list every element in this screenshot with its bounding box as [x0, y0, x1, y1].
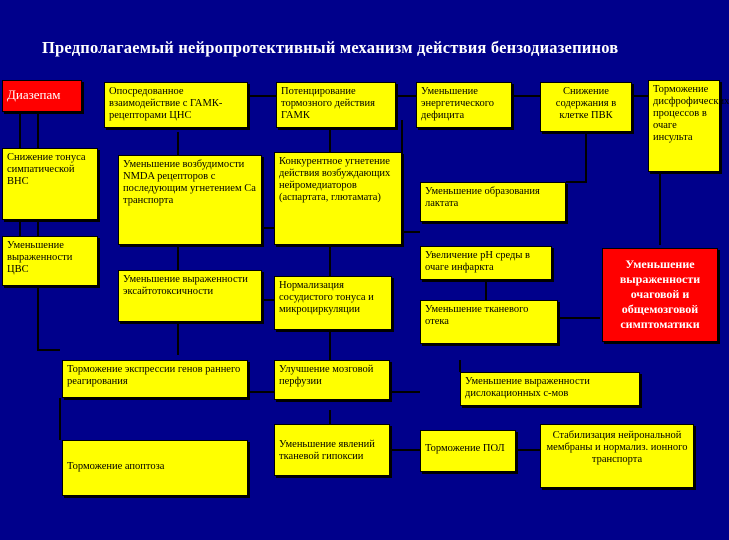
box-ph-increase: Увеличение рН среды в очаге инфаркта — [420, 246, 552, 280]
box-vascular-normalization: Нормализация сосудистого тонуса и микроциркуляции — [274, 276, 392, 330]
box-diazepam: Диазепам — [2, 80, 82, 112]
box-hypoxia: Уменьшение явлений тканевой гипоксии — [274, 424, 390, 476]
box-pol-inhibition: Торможение ПОЛ — [420, 430, 516, 472]
connector-right-red — [602, 170, 660, 260]
box-excitotoxicity: Уменьшение выраженности эксайтотоксичности — [118, 270, 262, 322]
box-apoptosis: Торможение апоптоза — [62, 440, 248, 496]
box-dysfunction-inhibition: Торможение дисфрофических процессов в очаге инсульта — [648, 80, 720, 172]
box-competitive-inhibition: Конкурентное угнетение действия возбуждающих нейромедиаторов (аспартата, глютамата) — [274, 152, 402, 245]
box-perfusion: Улучшение мозговой перфузии — [274, 360, 390, 400]
box-gaba-interaction: Опосредованное взаимодействие с ГАМК-рецепторами ЦНС — [104, 82, 248, 128]
box-membrane-stabilization: Стабилизация нейрональной мембраны и нормализ. ионного транспорта — [540, 424, 694, 488]
box-sympathetic-tone: Снижение тонуса симпатической ВНС — [2, 148, 98, 220]
box-gaba-potentiation: Потенцирование тормозного действия ГАМК — [276, 82, 396, 128]
box-edema-decrease: Уменьшение тканевого отека — [420, 300, 558, 344]
connector-col4-long — [402, 120, 420, 232]
box-energy-deficit: Уменьшение энергетического дефицита — [416, 82, 512, 128]
box-dislocation: Уменьшение выраженности дислокационных с-мов — [460, 372, 640, 406]
box-gene-expression: Торможение экспрессии генов раннего реагирования — [62, 360, 248, 398]
box-lactate-decrease: Уменьшение образования лактата — [420, 182, 566, 222]
box-symptom-decrease: Уменьшение выраженности очаговой и общемозговой симптоматики — [602, 248, 718, 342]
box-nmda-excitability: Уменьшение возбудимости NMDA рецепторов с последующим угнетением Са транспорта — [118, 155, 262, 245]
box-pvk-decrease: Снижение содержания в клетке ПВК — [540, 82, 632, 132]
connector-pvk-down — [566, 134, 586, 182]
diagram-title: Предполагаемый нейропротективный механизм действия бензодиазепинов — [42, 38, 619, 57]
box-cvs-decrease: Уменьшение выраженности ЦВС — [2, 236, 98, 286]
